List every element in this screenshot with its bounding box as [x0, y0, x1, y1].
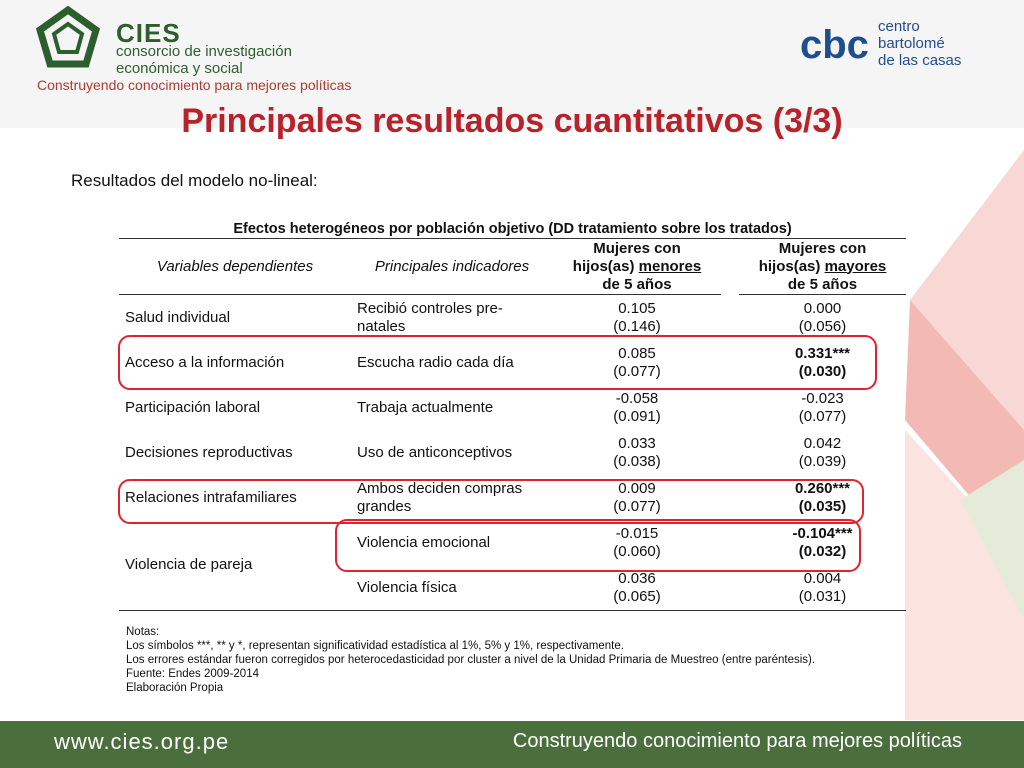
cies-name: CIES	[116, 18, 181, 48]
footer-url[interactable]: www.cies.org.pe	[54, 729, 230, 754]
coef: 0.036	[618, 569, 656, 587]
header-col3-underlined: menores	[638, 257, 702, 275]
table-row	[119, 385, 906, 430]
row-value-over5	[739, 385, 906, 430]
row-variable: Participación laboral	[125, 398, 261, 416]
cies-subtitle-1: consorcio de investigación	[116, 43, 292, 60]
std-error: (0.077)	[798, 407, 847, 425]
header-tagline: Construyendo conocimiento para mejores políticas	[37, 77, 352, 93]
header-spacer	[721, 239, 739, 295]
row-indicator: Recibió controles pre-natales	[357, 299, 503, 335]
std-error: (0.035)	[798, 497, 847, 515]
coef: -0.023	[801, 389, 844, 407]
header-col3-line2: hijos(as)	[572, 257, 635, 275]
std-error: (0.030)	[798, 362, 847, 380]
cbc-logo	[800, 18, 990, 68]
notes-elaboration: Elaboración Propia	[126, 682, 224, 694]
std-error: (0.065)	[613, 587, 661, 605]
row-indicator: Escucha radio cada día	[357, 353, 514, 371]
page-title: Principales resultados cuantitativos (3/3)	[181, 102, 843, 140]
std-error: (0.038)	[613, 452, 661, 470]
cbc-line-2: bartolomé	[878, 35, 945, 52]
header-mothers-under5	[553, 239, 721, 295]
highlight-relaciones-intrafamiliares	[118, 479, 864, 524]
std-error: (0.032)	[798, 542, 847, 560]
row-variable: Decisiones reproductivas	[125, 443, 293, 461]
std-error: (0.077)	[613, 497, 661, 515]
coef: -0.058	[615, 389, 659, 407]
row-variable: Salud individual	[125, 308, 231, 326]
coef: -0.104***	[792, 524, 853, 542]
std-error: (0.056)	[798, 317, 847, 335]
notes-significance: Los símbolos ***, ** y *, representan significatividad estadística al 1%, 5% y 1%, respectivamente.	[126, 640, 624, 652]
row-value-over5	[739, 430, 906, 475]
table-caption: Efectos heterogéneos por población objetivo (DD tratamiento sobre los tratados)	[119, 220, 906, 239]
cies-pentagon-icon	[36, 6, 100, 70]
row-value-over5	[739, 295, 906, 341]
footer-bar	[0, 721, 1024, 768]
std-error: (0.031)	[798, 587, 847, 605]
cbc-mark-text: cbc	[800, 23, 869, 67]
header-col4-line3: de 5 años	[787, 275, 858, 293]
header-col4-underlined: mayores	[824, 257, 887, 275]
coef: 0.042	[803, 434, 842, 452]
spacer-cell	[721, 430, 739, 475]
header-col3-line3: de 5 años	[602, 275, 672, 293]
std-error: (0.039)	[798, 452, 847, 470]
header-variables: Variables dependientes	[119, 239, 351, 295]
coef: 0.009	[618, 479, 656, 497]
row-variable: Violencia de pareja	[119, 520, 351, 611]
row-variable: Acceso a la información	[125, 353, 285, 371]
std-error: (0.077)	[613, 362, 661, 380]
coef: 0.105	[618, 299, 656, 317]
header-col4-line1: Mujeres con	[778, 239, 867, 257]
notes-standard-errors: Los errores estándar fueron corregidos por heterocedasticidad por cluster a nivel de la Unidad Primaria de Muestreo (entre paréntesis).	[126, 654, 816, 666]
cbc-line-3: de las casas	[878, 52, 962, 69]
table-notes	[126, 625, 846, 695]
coef: 0.004	[803, 569, 842, 587]
spacer-cell	[721, 385, 739, 430]
row-indicator: Uso de anticonceptivos	[357, 443, 513, 461]
header-mothers-over5	[739, 239, 906, 295]
coef: 0.331***	[794, 344, 851, 362]
std-error: (0.091)	[613, 407, 661, 425]
notes-source: Fuente: Endes 2009-2014	[126, 668, 259, 680]
std-error: (0.146)	[613, 317, 661, 335]
cbc-mark-icon	[800, 18, 872, 68]
coef: 0.085	[618, 344, 656, 362]
notes-heading: Notas:	[126, 626, 160, 638]
table-row	[119, 430, 906, 475]
coef: 0.000	[803, 299, 842, 317]
std-error: (0.060)	[613, 542, 661, 560]
spacer-cell	[721, 295, 739, 341]
row-value-under5	[553, 385, 721, 430]
coef: 0.260***	[794, 479, 851, 497]
table-header-row	[119, 239, 906, 295]
coef: 0.033	[618, 434, 656, 452]
header-col4-line2: hijos(as)	[758, 257, 821, 275]
row-variable: Relaciones intrafamiliares	[125, 488, 297, 506]
row-value-under5	[553, 430, 721, 475]
cies-logo	[36, 6, 336, 76]
highlight-violencia-emocional	[335, 519, 861, 572]
page-subtitle: Resultados del modelo no-lineal:	[71, 171, 318, 190]
row-indicator: Violencia física	[351, 565, 553, 611]
highlight-acceso-informacion	[118, 335, 877, 390]
table-row	[119, 295, 906, 341]
row-indicator: Ambos deciden compras grandes	[357, 479, 523, 515]
header-indicators: Principales indicadores	[351, 239, 553, 295]
cbc-line-1: centro	[878, 18, 920, 35]
row-value-under5	[553, 295, 721, 341]
header-col3-line1: Mujeres con	[593, 239, 681, 257]
coef: -0.015	[615, 524, 659, 542]
row-indicator: Violencia emocional	[357, 533, 491, 551]
footer-tagline: Construyendo conocimiento para mejores políticas	[512, 730, 962, 752]
cies-subtitle-2: económica y social	[116, 60, 243, 77]
cbc-name	[878, 18, 961, 69]
row-indicator: Trabaja actualmente	[357, 398, 494, 416]
